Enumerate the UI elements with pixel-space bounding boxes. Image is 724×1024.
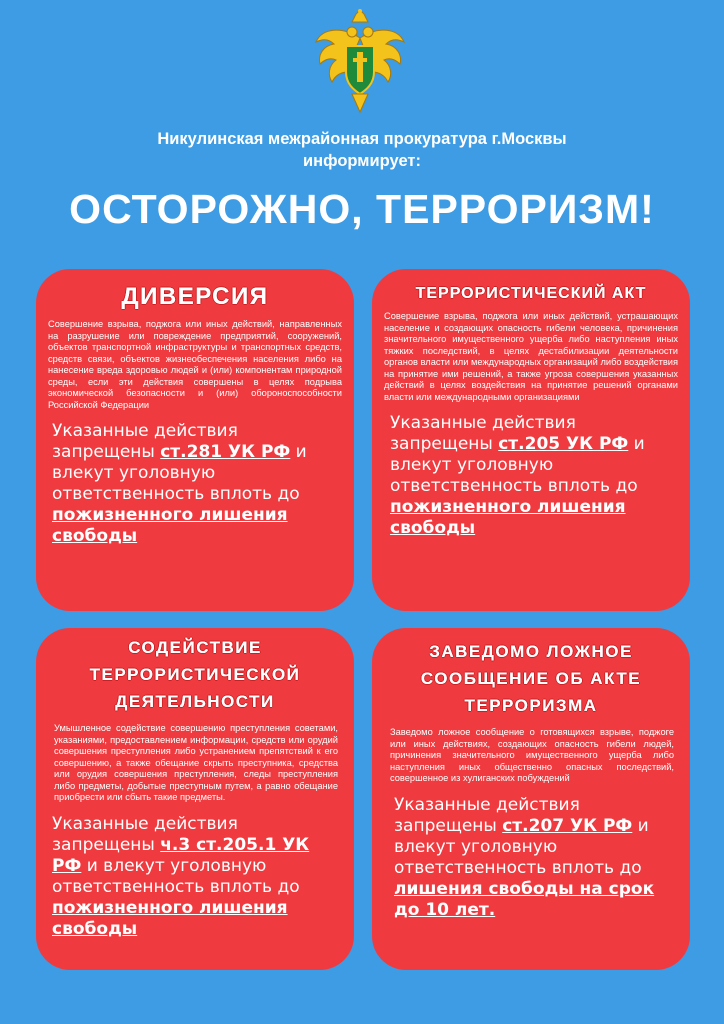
- card-verdict: [372, 795, 690, 921]
- card-description: Умышленное содействие совершению преступления советами, указаниями, предоставлением информации, средств или орудий совершения преступления либо устранением препятствий к его совершению, а также обещание скрыть преступника, средства или орудия совершения преступления, следы преступления либо предметы, добытые преступным путем, а равно обещание приобрести или сбыть такие предметы.: [54, 723, 338, 802]
- card-description: Совершение взрыва, поджога или иных действий, направленных на разрушение или повреждение предприятий, сооружений, объектов транспортной инфраструктуры и транспортных средств, средств связи, объектов жизнеобеспечения населения либо на нанесение вреда здоровью людей и (или) компонентам природной среды, если эти действия совершены в целях подрыва экономической безопасности и (или) обороноспособности Российской Федерации: [48, 319, 342, 410]
- card-terrorism-assistance: [36, 628, 354, 970]
- page-title: ОСТОРОЖНО, ТЕРРОРИЗМ!: [69, 186, 655, 232]
- card-verdict: [36, 421, 354, 547]
- verdict-middle: и влекут уголовную ответственность вплоть до: [394, 815, 649, 878]
- verdict-middle: и влекут уголовную ответственность вплоть до: [52, 442, 307, 504]
- penalty-text: пожизненного лишения свободы: [52, 505, 288, 546]
- criminal-code-article: ст.205 УК РФ: [498, 434, 629, 454]
- verdict-prefix: Указанные действия запрещены: [390, 413, 576, 454]
- card-verdict: [372, 413, 690, 539]
- card-sabotage: [36, 269, 354, 611]
- verdict-prefix: Указанные действия запрещены: [52, 421, 238, 462]
- verdict-prefix: Указанные действия запрещены: [52, 813, 238, 855]
- organization-name: Никулинская межрайонная прокуратура г.Москвы: [157, 130, 567, 148]
- card-description: Заведомо ложное сообщение о готовящихся взрыве, поджоге или иных действиях, создающих опасность гибели людей, причинения значительного имущественного ущерба либо наступления иных общественно опасных последствий, совершенное из хулиганских побуждений: [390, 727, 674, 783]
- card-title: ДИВЕРСИЯ: [121, 283, 269, 310]
- card-description: Совершение взрыва, поджога или иных действий, устрашающих население и создающих опасность гибели человека, причинения значительного имущественного ущерба либо наступления иных тяжких последствий, в целях дестабилизации деятельности органов власти или международных организаций либо воздействия на принятие ими решений, а также угроза совершения указанных действий в целях воздействия на принятие решений органами власти или международными организациями: [384, 311, 678, 402]
- prosecutor-emblem-icon: [312, 8, 408, 114]
- verdict-middle: и влекут уголовную ответственность вплоть до: [390, 434, 645, 496]
- penalty-text: пожизненного лишения свободы: [52, 897, 288, 939]
- verdict-middle: и влекут уголовную ответственность вплоть до: [52, 855, 300, 897]
- criminal-code-article: ч.3 ст.205.1 УК РФ: [52, 834, 310, 876]
- card-title: ЗАВЕДОМО ЛОЖНОЕ СООБЩЕНИЕ ОБ АКТЕ ТЕРРОРИЗМА: [420, 642, 642, 715]
- card-verdict: [36, 814, 354, 940]
- card-title: СОДЕЙСТВИЕ ТЕРРОРИСТИЧЕСКОЙ ДЕЯТЕЛЬНОСТИ: [89, 638, 301, 711]
- informs-label: информирует:: [303, 152, 421, 170]
- criminal-code-article: ст.281 УК РФ: [160, 442, 291, 462]
- organization-heading: [60, 128, 664, 172]
- penalty-text: пожизненного лишения свободы: [390, 497, 626, 538]
- verdict-prefix: Указанные действия запрещены: [394, 794, 580, 836]
- penalty-text: лишения свободы на срок до 10 лет.: [394, 878, 655, 920]
- card-terrorist-act: [372, 269, 690, 611]
- criminal-code-article: ст.207 УК РФ: [502, 815, 633, 836]
- card-false-report: [372, 628, 690, 970]
- card-title: ТЕРРОРИСТИЧЕСКИЙ АКТ: [415, 285, 647, 302]
